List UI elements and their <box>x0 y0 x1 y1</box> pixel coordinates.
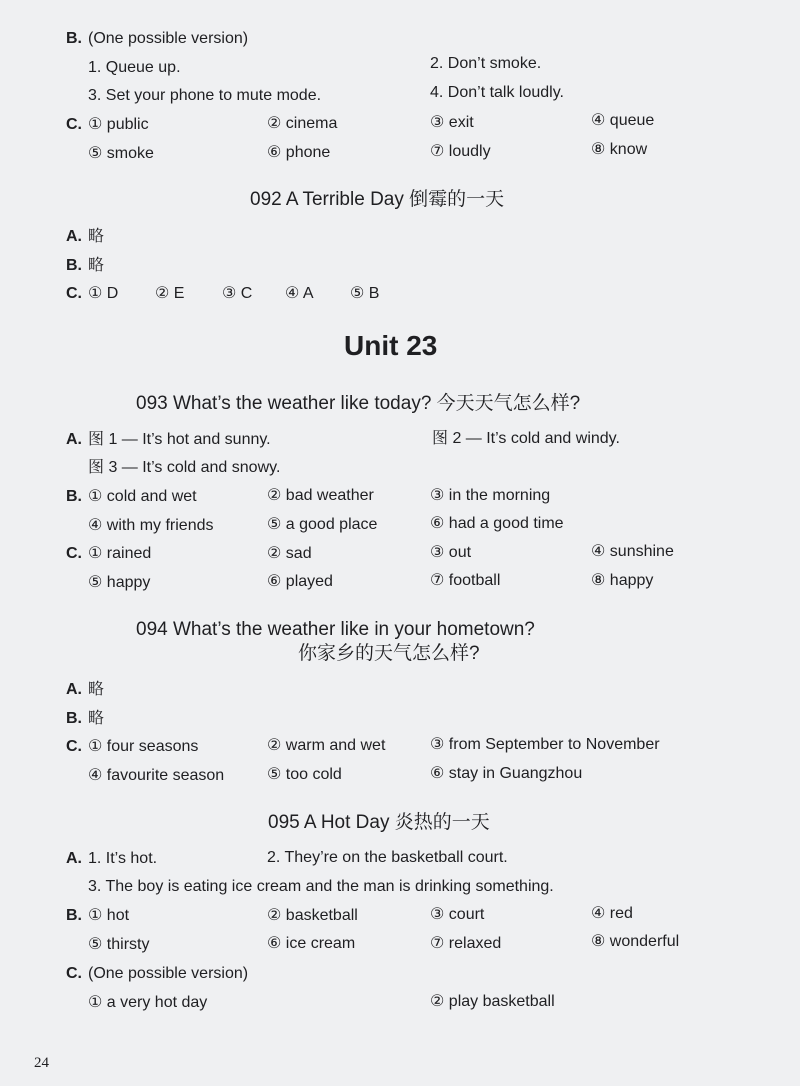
answer-item: ③ court <box>430 906 485 923</box>
answer-item: 1. Queue up. <box>88 59 181 76</box>
answer-item: ① rained <box>88 545 152 562</box>
answer-item: ② sad <box>267 545 312 562</box>
answer-item: ④ queue <box>591 112 655 129</box>
answer-item: ② basketball <box>267 907 358 924</box>
answer-item: 2. They’re on the basketball court. <box>267 849 508 866</box>
answer-item: ⑦ football <box>430 572 501 589</box>
answer-item: ⑥ ice cream <box>267 935 356 952</box>
answer-item: 4. Don’t talk loudly. <box>430 84 564 101</box>
answer-item: ⑤ B <box>350 285 380 302</box>
sec093-c-label: C. <box>66 545 82 562</box>
answer-item: ③ C <box>222 285 253 302</box>
sec094-b-label: B. <box>66 710 82 727</box>
answer-item: ⑧ wonderful <box>591 933 680 950</box>
answer-item: ③ out <box>430 544 472 561</box>
answer-item: ⑤ smoke <box>88 145 154 162</box>
answer-item: ① public <box>88 116 149 133</box>
answer-item: ④ A <box>285 285 314 302</box>
answer-item: ⑤ a good place <box>267 516 378 533</box>
answer-item: ③ in the morning <box>430 487 551 504</box>
answer-item: ⑤ thirsty <box>88 936 150 953</box>
sec092-c-label: C. <box>66 285 82 302</box>
answer-item: ② cinema <box>267 115 338 132</box>
answer-item: ④ sunshine <box>591 543 674 560</box>
answer-item: 略 <box>88 710 105 727</box>
sec095-c-note: (One possible version) <box>88 965 249 982</box>
answer-item: 1. It’s hot. <box>88 850 158 867</box>
sec095-c-label: C. <box>66 965 82 982</box>
answer-item: ③ from September to November <box>430 736 660 753</box>
section-subtitle: 你家乡的天气怎么样? <box>298 643 480 664</box>
answer-item: ⑥ played <box>267 573 333 590</box>
answer-item: ② E <box>155 285 185 302</box>
answer-item: ① four seasons <box>88 738 199 755</box>
answer-item: 2. Don’t smoke. <box>430 55 542 72</box>
sec095-b-label: B. <box>66 907 82 924</box>
answer-item: ① D <box>88 285 119 302</box>
answer-item: ⑤ happy <box>88 574 151 591</box>
answer-item: ⑥ phone <box>267 144 331 161</box>
sec091-b-note: (One possible version) <box>88 30 249 47</box>
sec092-b-label: B. <box>66 257 82 274</box>
section-title: 095 A Hot Day 炎热的一天 <box>268 812 490 833</box>
answer-item: ② warm and wet <box>267 737 386 754</box>
answer-item: ⑦ relaxed <box>430 935 502 952</box>
answer-item: ② bad weather <box>267 487 374 504</box>
sec091-b-label: B. <box>66 30 82 47</box>
sec092-a-label: A. <box>66 228 82 245</box>
section-title: 094 What’s the weather like in your hometown? <box>136 619 535 640</box>
section-title: 093 What’s the weather like today? 今天天气怎么样? <box>136 393 581 414</box>
answer-item: 略 <box>88 681 105 698</box>
answer-item: ⑧ know <box>591 141 648 158</box>
answer-item: ⑥ stay in Guangzhou <box>430 765 583 782</box>
answer-item: ④ red <box>591 905 633 922</box>
sec093-b-label: B. <box>66 488 82 505</box>
answer-item: 图 3 — It’s cold and snowy. <box>88 459 281 476</box>
answer-item: ④ favourite season <box>88 767 225 784</box>
answer-item: ④ with my friends <box>88 517 214 534</box>
answer-item: 3. The boy is eating ice cream and the man is drinking something. <box>88 878 554 895</box>
answer-item: 略 <box>88 257 105 274</box>
answer-item: ① a very hot day <box>88 994 208 1011</box>
page-number: 24 <box>34 1055 49 1071</box>
answer-item: ⑦ loudly <box>430 143 491 160</box>
sec094-c-label: C. <box>66 738 82 755</box>
sec093-a-label: A. <box>66 431 82 448</box>
sec095-a-label: A. <box>66 850 82 867</box>
answer-item: 图 1 — It’s hot and sunny. <box>88 431 271 448</box>
answer-item: 图 2 — It’s cold and windy. <box>432 430 620 447</box>
section-title: 092 A Terrible Day 倒霉的一天 <box>250 189 505 210</box>
answer-item: ⑥ had a good time <box>430 515 564 532</box>
answer-item: ③ exit <box>430 114 474 131</box>
answer-item: ① hot <box>88 907 130 924</box>
answer-item: 3. Set your phone to mute mode. <box>88 87 322 104</box>
sec094-a-label: A. <box>66 681 82 698</box>
answer-item: ⑤ too cold <box>267 766 342 783</box>
sec091-c-label: C. <box>66 116 82 133</box>
answer-item: ① cold and wet <box>88 488 197 505</box>
answer-item: 略 <box>88 228 105 245</box>
unit-title: Unit 23 <box>344 330 438 361</box>
answer-item: ② play basketball <box>430 993 555 1010</box>
answer-item: ⑧ happy <box>591 572 654 589</box>
